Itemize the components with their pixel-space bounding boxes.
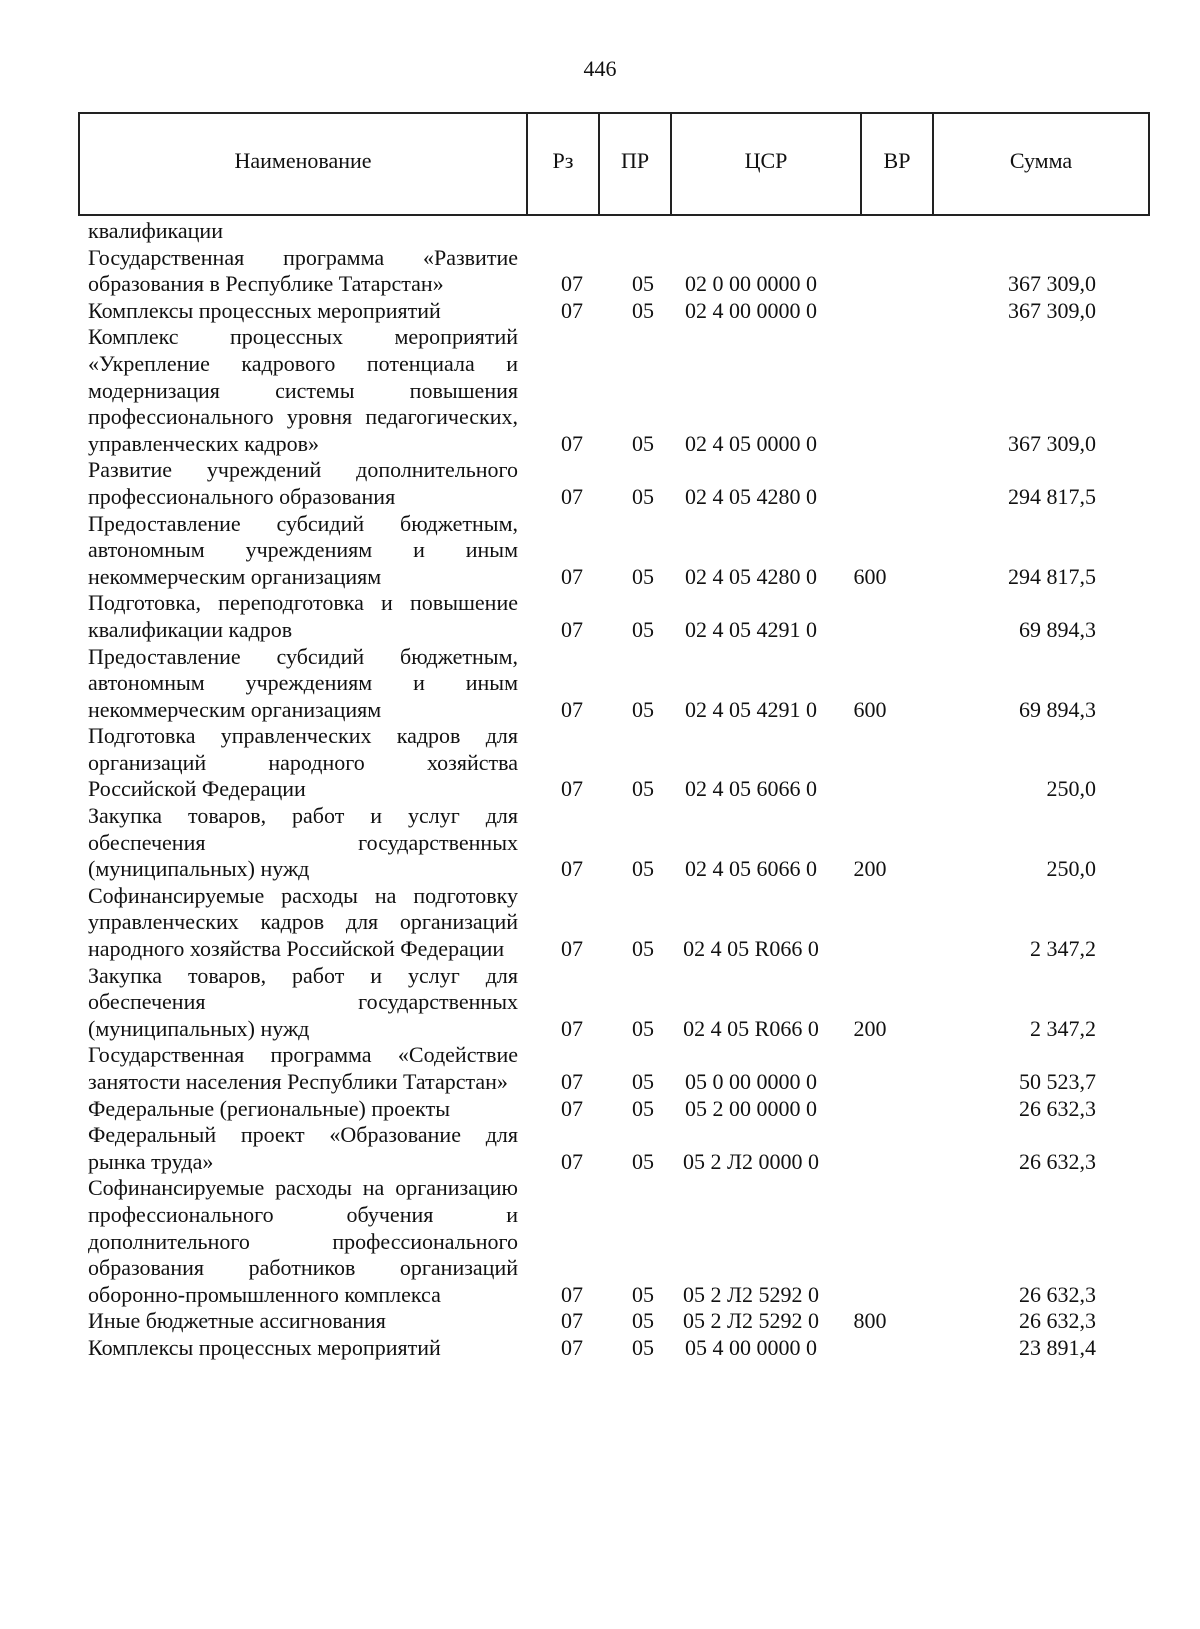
- row-pr: 05: [632, 563, 654, 589]
- row-pr: 05: [632, 297, 654, 323]
- row-csr: 05 2 Л2 5292 0: [683, 1308, 819, 1334]
- row-name: Предоставление субсидий бюджетным, автономным учреждениям и иным некоммерческим организациям: [88, 643, 518, 722]
- row-rz: 07: [561, 936, 583, 962]
- table-row: [88, 1175, 1150, 1308]
- row-rz: 07: [561, 483, 583, 509]
- row-name: Развитие учреждений дополнительного профессионального образования: [88, 457, 518, 509]
- row-csr: 02 4 05 4280 0: [685, 483, 817, 509]
- row-name: Комплекс процессных мероприятий «Укрепление кадрового потенциала и модернизация системы повышения профессионального уровня педагогических, управленческих кадров»: [88, 324, 518, 456]
- row-csr: 02 0 00 0000 0: [685, 271, 817, 297]
- row-name: Предоставление субсидий бюджетным, автономным учреждениям и иным некоммерческим организациям: [88, 510, 518, 589]
- row-name: Подготовка управленческих кадров для организаций народного хозяйства Российской Федерации: [88, 723, 518, 802]
- row-pr: 05: [632, 1148, 654, 1174]
- row-rz: 07: [561, 271, 583, 297]
- table-row: [88, 1042, 1150, 1095]
- table-row: [88, 590, 1150, 643]
- row-csr: 05 2 Л2 0000 0: [683, 1148, 819, 1174]
- row-sum: 26 632,3: [1019, 1148, 1096, 1174]
- row-name: Государственная программа «Содействие занятости населения Республики Татарстан»: [88, 1042, 518, 1094]
- row-rz: 07: [561, 1281, 583, 1307]
- row-sum: 26 632,3: [1019, 1281, 1096, 1307]
- row-vr: 200: [853, 1015, 887, 1041]
- row-csr: 02 4 05 4280 0: [685, 563, 817, 589]
- row-name: Государственная программа «Развитие образования в Республике Татарстан»: [88, 244, 518, 297]
- row-pr: 05: [632, 936, 654, 962]
- row-name: Закупка товаров, работ и услуг для обеспечения государственных (муниципальных) нужд: [88, 803, 518, 882]
- row-sum: 250,0: [1046, 776, 1096, 802]
- row-csr: 02 4 00 0000 0: [685, 297, 817, 323]
- row-rz: 07: [561, 616, 583, 642]
- row-vr: 600: [853, 696, 887, 722]
- row-pr: 05: [632, 1308, 654, 1334]
- row-pr: 05: [632, 1281, 654, 1307]
- row-pr: 05: [632, 1015, 654, 1041]
- table-row: [88, 963, 1150, 1043]
- row-sum: 294 817,5: [1008, 563, 1096, 589]
- row-sum: 367 309,0: [1008, 430, 1096, 456]
- column-header-pr: ПР: [600, 114, 672, 214]
- row-sum: 69 894,3: [1019, 696, 1096, 722]
- table-row: [88, 324, 1150, 457]
- page-number: 446: [583, 56, 617, 81]
- row-vr: 800: [853, 1308, 887, 1334]
- row-sum: 23 891,4: [1019, 1334, 1096, 1360]
- row-csr: 05 2 Л2 5292 0: [683, 1281, 819, 1307]
- table-row: [88, 883, 1150, 963]
- row-csr: 02 4 05 R066 0: [683, 1015, 819, 1041]
- column-header-sum: Сумма: [1009, 148, 1073, 173]
- row-name: Федеральный проект «Образование для рынка труда»: [88, 1122, 518, 1174]
- row-csr: 02 4 05 R066 0: [683, 936, 819, 962]
- row-sum: 294 817,5: [1008, 483, 1096, 509]
- row-sum: 2 347,2: [1030, 1015, 1096, 1041]
- table-row: [88, 298, 1150, 325]
- row-name: квалификации: [88, 218, 223, 243]
- row-csr: 05 0 00 0000 0: [685, 1069, 817, 1094]
- table-row: [88, 1335, 1150, 1362]
- row-rz: 07: [561, 1334, 583, 1360]
- row-rz: 07: [561, 1308, 583, 1334]
- table-body: [88, 218, 1150, 1362]
- row-sum: 26 632,3: [1019, 1095, 1096, 1121]
- row-name: Иные бюджетные ассигнования: [88, 1308, 386, 1334]
- row-rz: 07: [561, 430, 583, 456]
- row-sum: 2 347,2: [1030, 936, 1096, 962]
- row-name: Закупка товаров, работ и услуг для обеспечения государственных (муниципальных) нужд: [88, 962, 518, 1041]
- table-row: [88, 723, 1150, 803]
- table-row: [88, 218, 1150, 245]
- row-pr: 05: [632, 696, 654, 722]
- row-rz: 07: [561, 1069, 583, 1094]
- row-csr: 05 4 00 0000 0: [685, 1334, 817, 1360]
- row-sum: 367 309,0: [1008, 297, 1096, 323]
- row-name: Подготовка, переподготовка и повышение квалификации кадров: [88, 590, 518, 642]
- row-csr: 02 4 05 0000 0: [685, 430, 817, 456]
- row-pr: 05: [632, 271, 654, 297]
- row-csr: 02 4 05 6066 0: [685, 856, 817, 882]
- table-row: [88, 1122, 1150, 1175]
- row-pr: 05: [632, 616, 654, 642]
- row-pr: 05: [632, 483, 654, 509]
- row-sum: 367 309,0: [1008, 271, 1096, 297]
- table-header: [78, 112, 1150, 216]
- column-header-name: Наименование: [80, 114, 528, 214]
- row-pr: 05: [632, 1095, 654, 1121]
- row-pr: 05: [632, 1334, 654, 1360]
- row-vr: 200: [853, 856, 887, 882]
- row-name: Софинансируемые расходы на подготовку управленческих кадров для организаций народного хозяйства Российской Федерации: [88, 882, 518, 962]
- row-csr: 02 4 05 4291 0: [685, 696, 817, 722]
- row-rz: 07: [561, 1015, 583, 1041]
- row-sum: 26 632,3: [1019, 1308, 1096, 1334]
- row-sum: 250,0: [1046, 856, 1096, 882]
- table-row: [88, 245, 1150, 298]
- row-name: Комплексы процессных мероприятий: [88, 297, 441, 323]
- row-sum: 69 894,3: [1019, 616, 1096, 642]
- row-name: Федеральные (региональные) проекты: [88, 1095, 450, 1121]
- table-row: [88, 1096, 1150, 1123]
- row-pr: 05: [632, 776, 654, 802]
- row-rz: 07: [561, 297, 583, 323]
- row-name: Комплексы процессных мероприятий: [88, 1334, 441, 1360]
- row-csr: 02 4 05 4291 0: [685, 616, 817, 642]
- row-vr: 600: [853, 563, 887, 589]
- row-csr: 02 4 05 6066 0: [685, 776, 817, 802]
- row-pr: 05: [632, 856, 654, 882]
- column-header-vr: ВР: [862, 114, 934, 214]
- table-row: [88, 803, 1150, 883]
- row-sum: 50 523,7: [1019, 1069, 1096, 1094]
- table-row: [88, 457, 1150, 510]
- row-pr: 05: [632, 430, 654, 456]
- row-rz: 07: [561, 563, 583, 589]
- row-rz: 07: [561, 1148, 583, 1174]
- row-rz: 07: [561, 856, 583, 882]
- column-header-rz: Рз: [528, 114, 600, 214]
- row-rz: 07: [561, 696, 583, 722]
- row-name: Софинансируемые расходы на организацию профессионального обучения и дополнительного профессионального образования работников организаций оборонно-промышленного комплекса: [88, 1175, 518, 1307]
- row-pr: 05: [632, 1069, 654, 1094]
- column-header-csr: ЦСР: [672, 114, 862, 214]
- row-rz: 07: [561, 1095, 583, 1121]
- row-csr: 05 2 00 0000 0: [685, 1095, 817, 1121]
- table-row: [88, 644, 1150, 724]
- row-rz: 07: [561, 776, 583, 802]
- table-row: [88, 511, 1150, 591]
- table-row: [88, 1308, 1150, 1335]
